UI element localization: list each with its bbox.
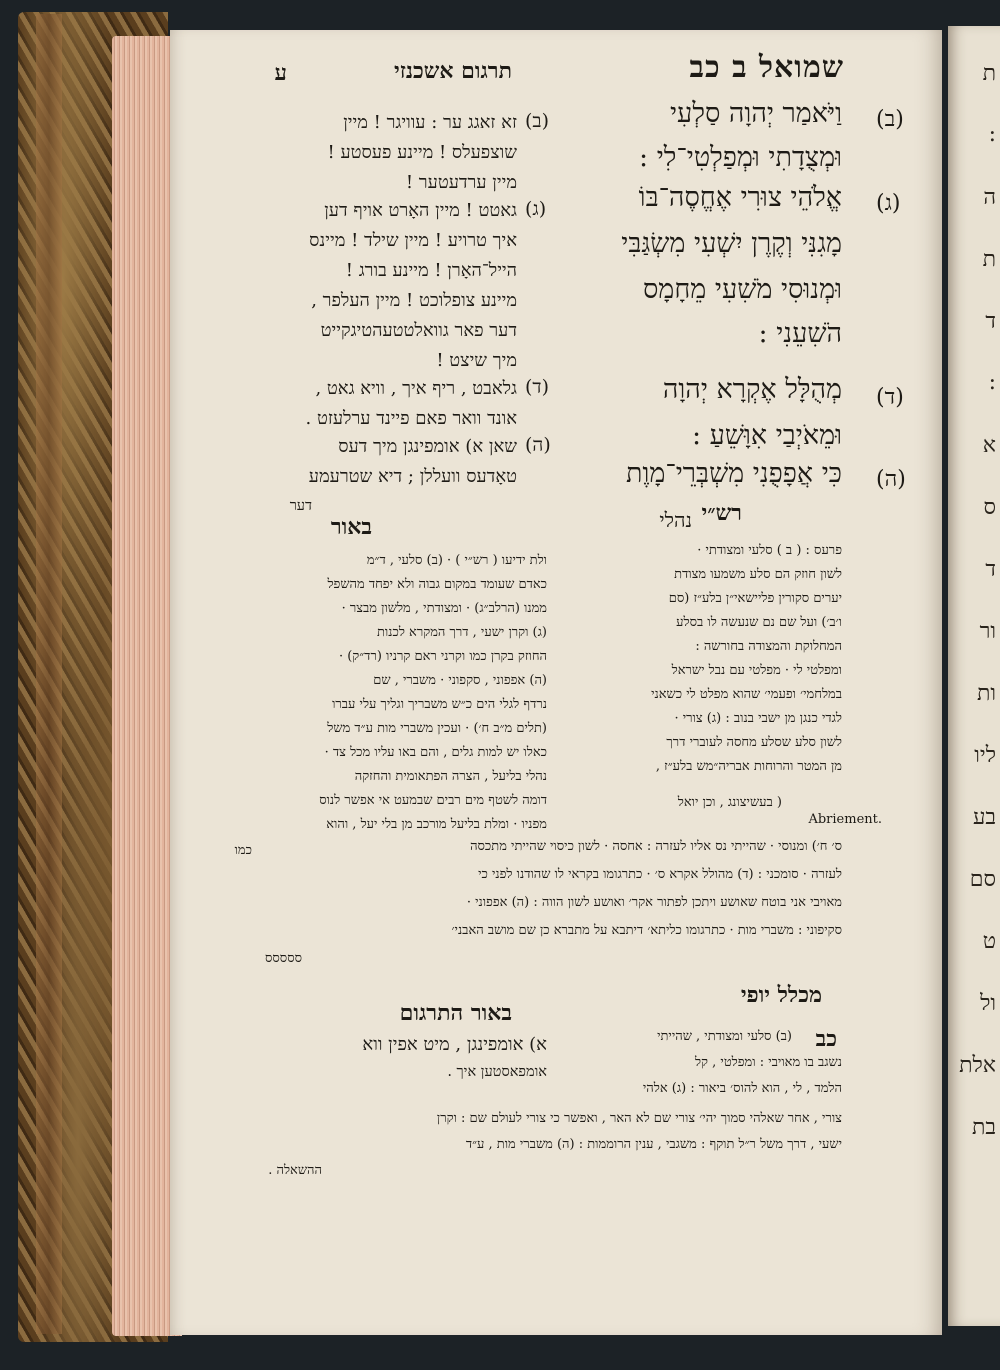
- biur-line: נהלי בליעל , הצרה הפתאומית והחזקה: [354, 769, 547, 784]
- book-title: שמואל ב כב: [689, 50, 844, 85]
- targum-line: מיין ערדעטער !: [405, 172, 517, 193]
- targum-line: טאָדעס וועללן ; דיא שטרעמע: [308, 466, 517, 487]
- biur-targum-line: אומפאסטען איך .: [447, 1064, 547, 1080]
- rashi-line: לגדי כנגן מן ישבי בנוב : (ג) צורי ·: [674, 711, 842, 726]
- biur-line: (ה) אפפוני , סקפוני · משברי , שם: [373, 673, 547, 688]
- rashi-line: לשון חוזק הם סלע משמעו מצודת: [674, 567, 842, 582]
- verse-number: (ה): [876, 467, 906, 492]
- michlal-full-line: ישעי , דרך משל ר״ל תוקף : משגבי , ענין הרוממות : (ה) משברי מות , ע״ד: [465, 1137, 842, 1152]
- michlal-full-line: ההשאלה .: [268, 1163, 322, 1178]
- biur-line: דומה לשטף מים רבים שבמעט אי אפשר לנוס: [319, 793, 547, 808]
- biur-catchword: כמו: [234, 843, 252, 858]
- facing-page-glyph: סם: [969, 867, 996, 892]
- verse-number: (ג): [876, 191, 901, 216]
- targum-line: זא זאגג ער : עוויגר ! מיין: [343, 112, 517, 133]
- biur-line: ולת ידיעו ( רש״י ) · (ב) סלעי , ד״מ: [366, 553, 547, 568]
- targum-line: הייל־האָרן ! מיינע בורג !: [345, 260, 517, 281]
- biur-line: כאדם שעומד במקום גבוה ולא יפחד מהשפל: [327, 577, 547, 592]
- rashi-full-line: מאויבי אני בוטח שאושע ויתכן לפתור אקר׳ ואושע לשון הווה : (ה) אפפוני ·: [466, 895, 842, 910]
- biur-title: באור: [330, 514, 372, 540]
- facing-page-glyph: ת: [982, 247, 996, 272]
- facing-page-glyph: ד: [985, 309, 996, 334]
- facing-page-glyph: :: [988, 370, 996, 395]
- rashi-side-word: Abriement.: [808, 812, 882, 827]
- rashi-line: יערים סקורין פליישאי״ן בלע״ז (סם: [668, 591, 842, 606]
- book-page: [170, 30, 942, 1335]
- verse-line: וּמְנוּסִי מֹשִׁעִי מֵחָמָס: [642, 274, 842, 305]
- facing-page-glyph: ליו: [974, 743, 996, 768]
- rashi-line: מן המטר והרוחות אבריה״מש בלע״ז ,: [655, 759, 842, 774]
- verse-number: (ב): [876, 107, 904, 132]
- michlal-yofi-title: מכלל יופי: [740, 982, 822, 1008]
- verse-line: וּמְצֻדָתִי וּמְפַלְטִי־לִי :: [639, 142, 842, 173]
- page-number-letter: ע: [274, 60, 287, 86]
- verse-line: מְהֻלָּל אֶקְרָא יְהוָה: [662, 374, 842, 405]
- facing-page-glyph: ס: [983, 495, 996, 520]
- chapter-number: כב: [815, 1026, 837, 1052]
- cover-spine-edge: [36, 14, 62, 1334]
- verse-line: הֹשִׁעֵנִי :: [758, 318, 842, 349]
- verse-number: (ד): [876, 385, 904, 410]
- rashi-line: ומפלטי לי · מפלטי עם נבל ישראל: [671, 663, 842, 678]
- michlal-line: הלמד , לי , הוא להוס׳ ביאור : (ג) אלהי: [642, 1081, 842, 1096]
- verse-number: (ב): [525, 110, 550, 132]
- verse-number: (ד): [525, 376, 549, 398]
- facing-page-glyph: ור: [979, 619, 996, 644]
- rashi-line: המחלוקת והמצודה בחורשה :: [695, 639, 842, 654]
- rashi-full-line: ס׳ ח׳) ומנוסי · שהייתי נס אליו לעזרה : אחסה · לשון כיסוי שהייתי מתכסה: [470, 839, 842, 854]
- facing-page-glyph: בע: [972, 805, 996, 830]
- targum-line: מיינע צופלוכט ! מיין העלפר ,: [311, 290, 517, 311]
- facing-page-glyph: ט: [982, 929, 996, 954]
- rashi-full-line: לעזרה · סומכני : (ד) מהולל אקרא ס׳ · כתרגומו בקראי לו שהודנו לפני כי: [478, 867, 842, 882]
- facing-page-glyph: ת: [982, 61, 996, 86]
- facing-page-glyph: ות: [976, 681, 996, 706]
- michlal-full-line: צורי , אחר שאלהי סמוך יהי׳ צורי שם לא האר , ואפשר כי צורי לעולם שם : וקרן: [436, 1111, 842, 1126]
- targum-line: איך טרויע ! מיין שילד ! מיינס: [309, 230, 517, 251]
- rashi-line: לשון סלע שסלע מחסה לעוברי דרך: [666, 735, 842, 750]
- biur-line: (תלים מ״ב ח׳) · ועכין משברי מות ע״ד משל: [327, 721, 547, 736]
- facing-page-glyph: ד: [985, 557, 996, 582]
- verse-line: וַיֹּאמַר יְהוָה סַלְעִי: [669, 98, 842, 129]
- rashi-line: ו׳ב׳) ועל שם נם שנעשה לו בסלע: [676, 615, 842, 630]
- targum-title: תרגום אשכנזי: [393, 58, 512, 84]
- biur-line: ממנו (הרלב״ג) · ומצודתי , מלשון מבצר ·: [341, 601, 547, 616]
- verse-number: (ג): [525, 198, 547, 220]
- biur-line: נרדף לגלי הים כ״ש משבריך וגליך עלי עברו: [332, 697, 547, 712]
- facing-page-glyph: ה: [983, 185, 996, 210]
- catchword: דער: [289, 498, 312, 514]
- rashi-catchword: ססססס: [265, 951, 302, 966]
- targum-line: שוצפעלס ! מיינע פעסטע !: [327, 142, 517, 163]
- targum-line: גאטט ! מיין האָרט אויף דען: [324, 200, 517, 221]
- rashi-line: ( בעשיצונג , וכן יואל: [677, 795, 782, 810]
- biur-targum-line: א) אומפינגן , מיט אפין ווא: [362, 1034, 547, 1055]
- biur-line: החוזק בקרן כמו וקרני ראם קרניו (רד״ק) ·: [338, 649, 547, 664]
- targum-line: מיך שיצט !: [436, 350, 517, 371]
- biur-line: כאלו יש למות גלים , והם באו עליו מכל צד ·: [324, 745, 547, 760]
- targum-line: גלאבט , ריף איך , וויא גאט ,: [315, 378, 517, 399]
- rashi-title: רש״י: [701, 500, 742, 526]
- targum-line: דער פאר גוואלטטעהטיגקייט: [320, 320, 517, 341]
- rashi-full-line: סקיפוני : משברי מות · כתרגומו כליתא׳ דיתבא על מתברא כן שם מושב האבני׳: [451, 923, 842, 938]
- facing-page-glyph: ול: [980, 991, 996, 1016]
- biur-line: (ג) וקרן ישעי , דרך המקרא לכנות: [377, 625, 547, 640]
- verse-line: אֱלֹהֵי צוּרִי אֶחֱסֶה־בּוֹ: [638, 182, 842, 213]
- catchword: נהלי: [659, 508, 692, 532]
- verse-line: וּמֵאֹיְבַי אִוָּשֵׁעַ :: [691, 420, 842, 451]
- rashi-line: במלחמי׳ ופעמי׳ שהוא מפלט לי כשאני: [651, 687, 842, 702]
- facing-page-glyph: בת: [971, 1115, 996, 1140]
- biur-line: מפניו · ומלת בליעל מורכב מן בלי יעל , והוא: [326, 817, 547, 832]
- michlal-line: נשגב בו מאויבי : ומפלטי , קל: [694, 1055, 842, 1070]
- targum-line: שאן א) אומפינגן מיך דעס: [338, 436, 517, 457]
- facing-page-glyph: א: [982, 433, 996, 458]
- rashi-line: פרעס : ( ב ) סלעי ומצודתי ·: [697, 543, 842, 558]
- verse-number: (ה): [525, 434, 551, 456]
- facing-page-glyph: אלת: [959, 1053, 996, 1078]
- facing-page-glyph: :: [988, 122, 996, 147]
- verse-line: מָגִנִּי וְקֶרֶן יִשְׁעִי מִשְׂגַּבִּי: [621, 228, 842, 259]
- michlal-line: (ב) סלעי ומצודתי , שהייתי: [657, 1029, 792, 1044]
- verse-line: כִּי אֲפָפֻנִי מִשְׁבְּרֵי־מָוֶת: [626, 458, 842, 489]
- facing-page-text: [959, 60, 998, 1180]
- biur-targum-title: באור התרגום: [399, 1000, 512, 1026]
- targum-line: אונד וואר פאם פיינד ערלעזט .: [305, 408, 517, 429]
